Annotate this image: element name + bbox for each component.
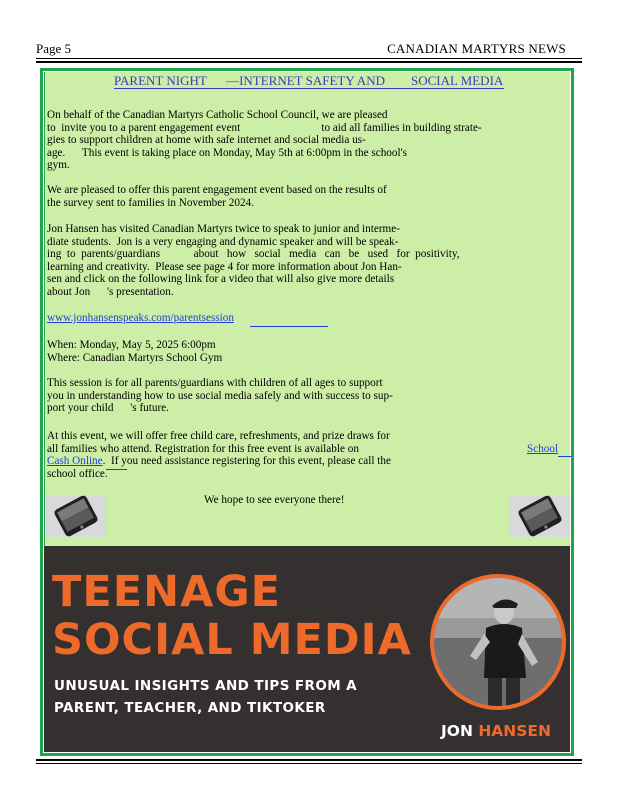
- title-underline: [114, 88, 504, 89]
- school-cash-link[interactable]: School: [527, 442, 559, 455]
- newsletter-name: CANADIAN MARTYRS NEWS: [387, 41, 566, 56]
- header-rule: [36, 58, 582, 59]
- paragraph-survey-line: the survey sent to families in November 2024.: [47, 196, 254, 209]
- event-when: When: Monday, May 5, 2025 6:00pm: [47, 339, 216, 351]
- speaker-photo: [430, 574, 566, 710]
- page-number: Page 5: [36, 41, 72, 56]
- smartphone-icon: [46, 495, 106, 537]
- paragraph-registration-line: [47, 455, 391, 467]
- closing-message: We hope to see everyone there!: [204, 494, 345, 506]
- header-rule-thick: [36, 61, 582, 63]
- footer-rule: [36, 763, 582, 764]
- video-link[interactable]: www.jonhansenspeaks.com/parentsession: [47, 312, 234, 324]
- article-title: PARENT NIGHT —INTERNET SAFETY AND SOCIAL MEDIA: [114, 73, 504, 88]
- paragraph-registration-line: At this event, we will offer free child care, refreshments, and prize draws for: [47, 430, 390, 442]
- paragraph-intro-line: gym.: [47, 159, 70, 171]
- paragraph-registration-line: all families who attend. Registration for this free event is available on: [47, 442, 359, 455]
- school-cash-link-continued[interactable]: Cash Online: [47, 455, 103, 467]
- paragraph-speaker-line: Jon Hansen has visited Canadian Martyrs twice to speak to junior and interme-: [47, 223, 400, 235]
- paragraph-intro-line: age. This event is taking place on Monday, May 5th at 6:00pm in the school's: [47, 146, 407, 159]
- paragraph-registration-line: school office.: [47, 467, 108, 480]
- paragraph-intro-line: to invite you to a parent engagement event to aid all families in building strate-: [47, 121, 482, 134]
- speaker-name: [441, 722, 551, 740]
- speaker-first-name: JON: [441, 722, 473, 740]
- paragraph-speaker-line: about Jon 's presentation.: [47, 285, 174, 298]
- event-where: Where: Canadian Martyrs School Gym: [47, 351, 223, 364]
- paragraph-survey-line: We are pleased to offer this parent engagement event based on the results of: [47, 184, 387, 196]
- banner-subtitle-line2: PARENT, TEACHER, AND TIKTOKER: [54, 700, 326, 716]
- paragraph-session-line: port your child 's future.: [47, 402, 169, 414]
- speaker-last-name: HANSEN: [478, 722, 551, 740]
- page-header: [36, 41, 582, 57]
- paragraph-speaker-line: sen and click on the following link for a video that will also give more details: [47, 273, 395, 285]
- paragraph-intro-line: On behalf of the Canadian Martyrs Catholic School Council, we are pleased: [47, 109, 388, 121]
- smartphone-icon: [510, 495, 570, 537]
- registration-text: . If you need assistance registering for this event, please call the: [102, 455, 391, 467]
- banner-title-line1: TEENAGE: [52, 567, 282, 617]
- banner-title-line2: SOCIAL MEDIA: [52, 615, 412, 665]
- school-cash-link-underline: [106, 469, 127, 470]
- paragraph-speaker-line: ing to parents/guardians about how social media can be used for positivity,: [47, 248, 460, 260]
- paragraph-speaker-line: learning and creativity. Please see page 4 for more information about Jon Han-: [47, 260, 402, 273]
- paragraph-session-line: you in understanding how to use social media safely and with success to sup-: [47, 389, 393, 402]
- school-cash-link-underline: [558, 456, 571, 457]
- paragraph-speaker-line: diate students. Jon is a very engaging and dynamic speaker and will be speak-: [47, 235, 399, 248]
- video-link-underline: [250, 326, 328, 327]
- paragraph-session-line: This session is for all parents/guardians with children of all ages to support: [47, 377, 383, 389]
- footer-rule-thick: [36, 759, 582, 761]
- banner-subtitle-line1: UNUSUAL INSIGHTS AND TIPS FROM A: [54, 678, 357, 694]
- paragraph-intro-line: gies to support children at home with safe internet and social media us-: [47, 134, 366, 146]
